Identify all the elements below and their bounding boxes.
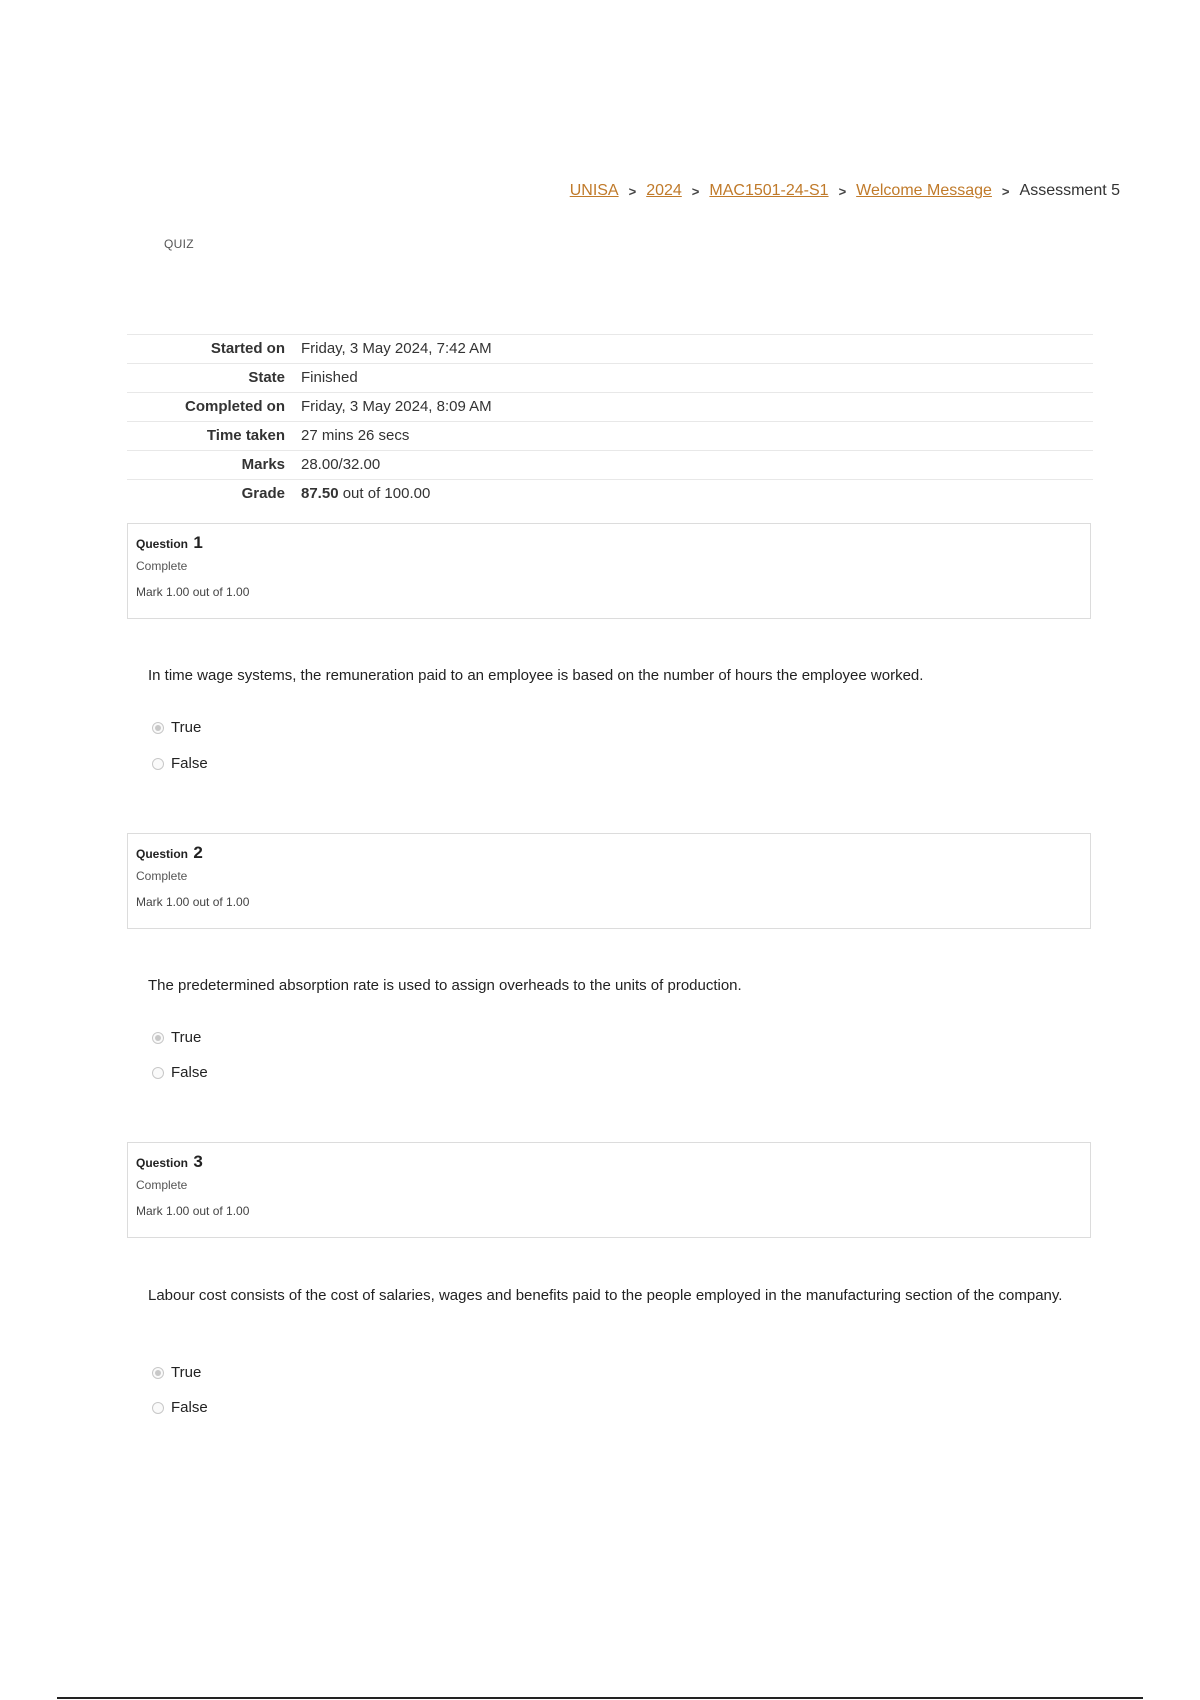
question-grade: Mark 1.00 out of 1.00 (136, 585, 250, 599)
question-state: Complete (136, 559, 188, 573)
summary-value: Finished (301, 369, 358, 386)
question-number (136, 533, 1082, 553)
summary-row-started (127, 335, 1093, 364)
question-number (136, 843, 1082, 863)
radio-unchecked-icon[interactable] (152, 1402, 164, 1414)
chevron-right-icon: > (838, 183, 847, 199)
summary-row-completed (127, 393, 1093, 422)
breadcrumb-current: Assessment 5 (1019, 182, 1120, 199)
summary-label: Completed on (185, 398, 285, 415)
question-number-value: 1 (193, 533, 203, 552)
chevron-right-icon: > (691, 183, 700, 199)
question-label: Question (136, 847, 189, 861)
answer-option-false[interactable] (152, 755, 208, 772)
summary-label: State (248, 369, 285, 386)
summary-row-state (127, 364, 1093, 393)
radio-unchecked-icon[interactable] (152, 1067, 164, 1079)
answer-option-false[interactable] (152, 1399, 208, 1416)
answer-label: False (171, 1064, 208, 1081)
summary-label: Marks (241, 456, 285, 473)
answer-label: True (171, 1029, 202, 1046)
breadcrumb-link-2024[interactable]: 2024 (646, 182, 682, 199)
answer-label: True (171, 719, 202, 736)
answer-label: True (171, 1364, 202, 1381)
question-label: Question (136, 537, 189, 551)
question-number-value: 3 (193, 1152, 203, 1171)
radio-checked-icon[interactable] (152, 1367, 164, 1379)
answer-option-true[interactable] (152, 1364, 201, 1381)
question-grade: Mark 1.00 out of 1.00 (136, 1204, 250, 1218)
question-number-value: 2 (193, 843, 203, 862)
chevron-right-icon: > (1001, 183, 1010, 199)
answer-label: False (171, 755, 208, 772)
breadcrumb (570, 182, 1120, 200)
question-number (136, 1152, 1082, 1172)
grade-score: 87.50 (301, 485, 339, 502)
answer-option-true[interactable] (152, 1029, 201, 1046)
summary-row-grade (127, 480, 1093, 509)
question-info-box (127, 1142, 1091, 1238)
grade-suffix: out of 100.00 (342, 485, 431, 502)
summary-value: 28.00/32.00 (301, 456, 381, 473)
summary-value (301, 480, 1093, 509)
question-grade: Mark 1.00 out of 1.00 (136, 895, 250, 909)
summary-value: Friday, 3 May 2024, 7:42 AM (301, 340, 492, 357)
question-info-box (127, 523, 1091, 619)
radio-unchecked-icon[interactable] (152, 758, 164, 770)
answer-option-false[interactable] (152, 1064, 208, 1081)
answer-label: False (171, 1399, 208, 1416)
radio-checked-icon[interactable] (152, 722, 164, 734)
question-state: Complete (136, 1178, 188, 1192)
breadcrumb-link-unisa[interactable]: UNISA (569, 182, 619, 199)
question-text: Labour cost consists of the cost of salaries, wages and benefits paid to the people employed in the manufacturing section of the company. (148, 1287, 1063, 1304)
summary-label: Started on (210, 340, 285, 357)
quiz-label: QUIZ (164, 237, 194, 251)
breadcrumb-link-welcome-message[interactable]: Welcome Message (856, 182, 992, 199)
attempt-summary-table (127, 334, 1093, 508)
summary-row-marks (127, 451, 1093, 480)
radio-checked-icon[interactable] (152, 1032, 164, 1044)
chevron-right-icon: > (628, 183, 637, 199)
question-label: Question (136, 1156, 189, 1170)
summary-label: Grade (241, 485, 285, 502)
question-state: Complete (136, 869, 188, 883)
question-text: The predetermined absorption rate is used to assign overheads to the units of production. (148, 977, 742, 994)
question-info-box (127, 833, 1091, 929)
summary-value: 27 mins 26 secs (301, 427, 410, 444)
breadcrumb-link-course[interactable]: MAC1501-24-S1 (709, 182, 829, 199)
answer-option-true[interactable] (152, 719, 201, 736)
question-text: In time wage systems, the remuneration paid to an employee is based on the number of hours the employee worked. (148, 667, 924, 684)
page-bottom-divider (57, 1697, 1143, 1699)
summary-row-time-taken (127, 422, 1093, 451)
summary-label: Time taken (206, 427, 285, 444)
summary-value: Friday, 3 May 2024, 8:09 AM (301, 398, 492, 415)
